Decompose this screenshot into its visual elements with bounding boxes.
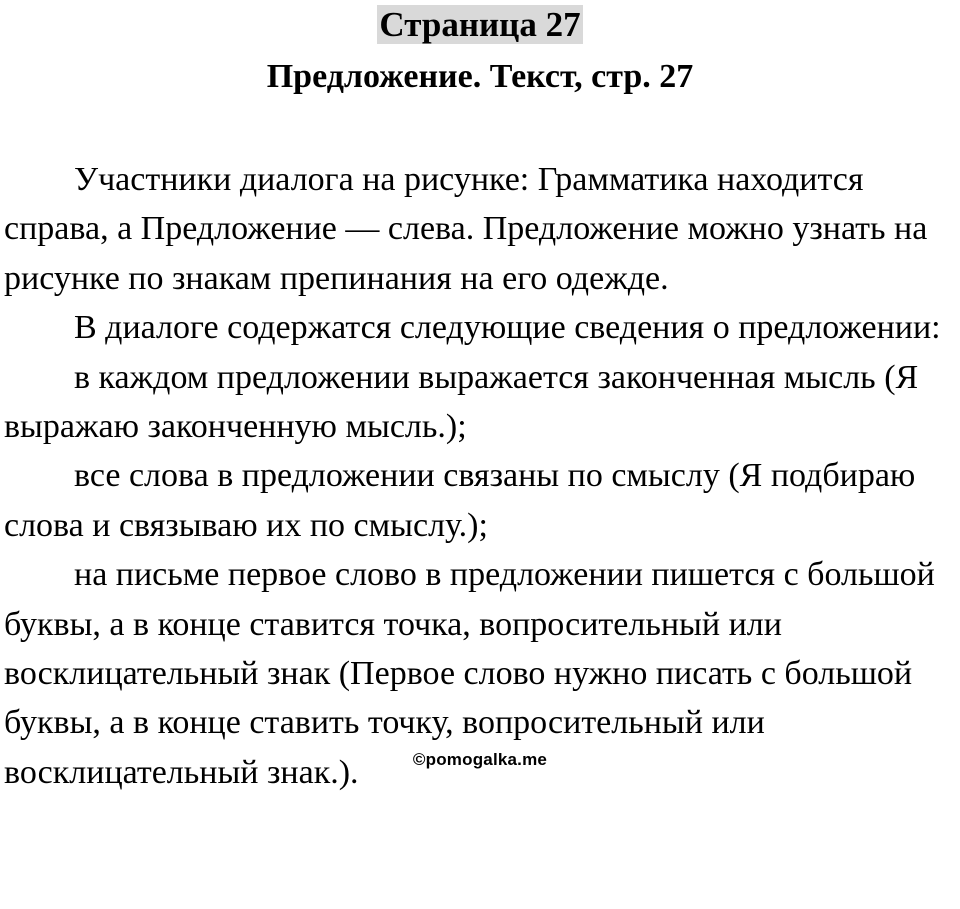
watermark: ©pomogalka.me bbox=[412, 750, 548, 769]
paragraph-complete-thought: в каждом предложении выражается законченная мысль (Я выражаю законченную мысль.); bbox=[4, 358, 919, 446]
page-subtitle: Предложение. Текст, стр. 27 bbox=[266, 58, 694, 95]
paragraph-words-connected: все слова в предложении связаны по смыслу (Я подбираю слова и связываю их по смыслу.); bbox=[4, 457, 916, 544]
paragraph-capital-and-punctuation: на письме первое слово в предложении пишется с большой буквы, а в конце ставится точка, вопросительный или восклицательный знак (Первое слово нужно писать с большой буквы, а в конце ставить точку, вопросительный или восклицательный знак.). bbox=[4, 556, 935, 791]
page-title-text: Страница 27 bbox=[379, 5, 581, 44]
answer-text bbox=[4, 155, 956, 797]
page-title bbox=[0, 4, 960, 46]
paragraph-dialog-participants: Участники диалога на рисунке: Грамматика находится справа, а Предложение — слева. Предложение можно узнать на рисунке по знакам препинания на его одежде. bbox=[4, 161, 928, 297]
paragraph-dialog-info: В диалоге содержатся следующие сведения о предложении: bbox=[74, 309, 941, 347]
